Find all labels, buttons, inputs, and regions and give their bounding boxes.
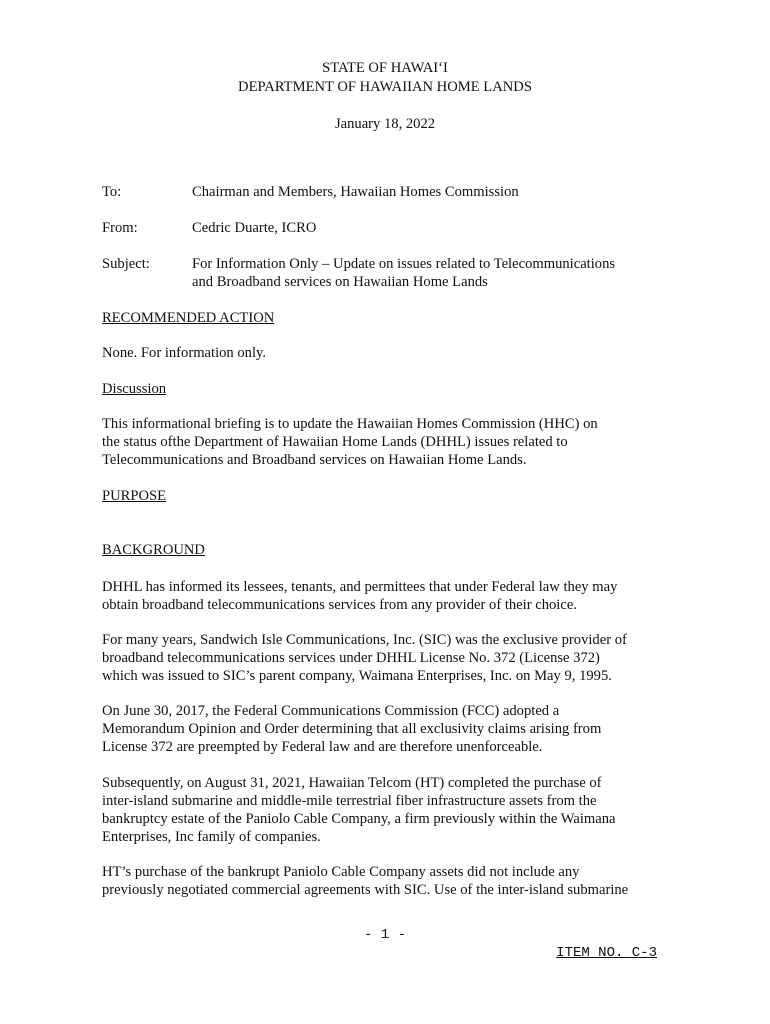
background-paragraph [102, 702, 662, 756]
text-line: For many years, Sandwich Isle Communications, Inc. (SIC) was the exclusive provider of [102, 632, 627, 648]
text-line: This informational briefing is to update the Hawaiian Homes Commission (HHC) on [102, 416, 598, 432]
page-number: - 1 - [363, 927, 406, 943]
text-line: DHHL has informed its lessees, tenants, and permittees that under Federal law they may [102, 579, 618, 595]
from-label: From: [102, 220, 138, 236]
text-line: previously negotiated commercial agreements with SIC. Use of the inter-island submarine [102, 882, 629, 898]
background-heading: BACKGROUND [102, 542, 205, 558]
text-line: Telecommunications and Broadband services on Hawaiian Home Lands. [102, 452, 527, 468]
background-paragraph [102, 578, 662, 614]
subject-line: For Information Only – Update on issues related to Telecommunications [192, 256, 616, 272]
text-line: License 372 are preempted by Federal law and are therefore unenforceable. [102, 739, 543, 755]
to-value: Chairman and Members, Hawaiian Homes Commission [192, 184, 519, 200]
text-line: the status ofthe Department of Hawaiian Home Lands (DHHL) issues related to [102, 434, 568, 450]
text-line: On June 30, 2017, the Federal Communications Commission (FCC) adopted a [102, 703, 560, 719]
recommended-action-text: None. For information only. [102, 345, 267, 361]
department-heading: DEPARTMENT OF HAWAIIAN HOME LANDS [238, 79, 532, 95]
subject-line: and Broadband services on Hawaiian Home Lands [192, 274, 488, 290]
subject-label: Subject: [102, 256, 150, 272]
discussion-paragraph [102, 415, 662, 469]
background-paragraph [102, 863, 662, 899]
background-paragraph [102, 631, 662, 685]
from-value: Cedric Duarte, ICRO [192, 220, 317, 236]
text-line: obtain broadband telecommunications services from any provider of their choice. [102, 597, 577, 613]
background-paragraph [102, 774, 662, 846]
letterhead [0, 59, 770, 97]
text-line: inter-island submarine and middle-mile terrestrial fiber infrastructure assets from the [102, 793, 597, 809]
text-line: HT’s purchase of the bankrupt Paniolo Cable Company assets did not include any [102, 864, 580, 880]
purpose-heading: PURPOSE [102, 488, 167, 504]
to-label: To: [102, 184, 122, 200]
memo-date: January 18, 2022 [334, 116, 436, 132]
discussion-heading: Discussion [102, 381, 167, 397]
text-line: which was issued to SIC’s parent company, Waimana Enterprises, Inc. on May 9, 1995. [102, 668, 612, 684]
subject-value [192, 255, 662, 291]
text-line: broadband telecommunications services under DHHL License No. 372 (License 372) [102, 650, 600, 666]
text-line: Enterprises, Inc family of companies. [102, 829, 321, 845]
text-line: Memorandum Opinion and Order determining that all exclusivity claims arising from [102, 721, 602, 737]
text-line: Subsequently, on August 31, 2021, Hawaiian Telcom (HT) completed the purchase of [102, 775, 602, 791]
item-number: ITEM NO. C-3 [556, 945, 657, 961]
state-heading: STATE OF HAWAI‘I [322, 60, 448, 76]
text-line: bankruptcy estate of the Paniolo Cable Company, a firm previously within the Waimana [102, 811, 616, 827]
recommended-action-heading: RECOMMENDED ACTION [102, 310, 275, 326]
